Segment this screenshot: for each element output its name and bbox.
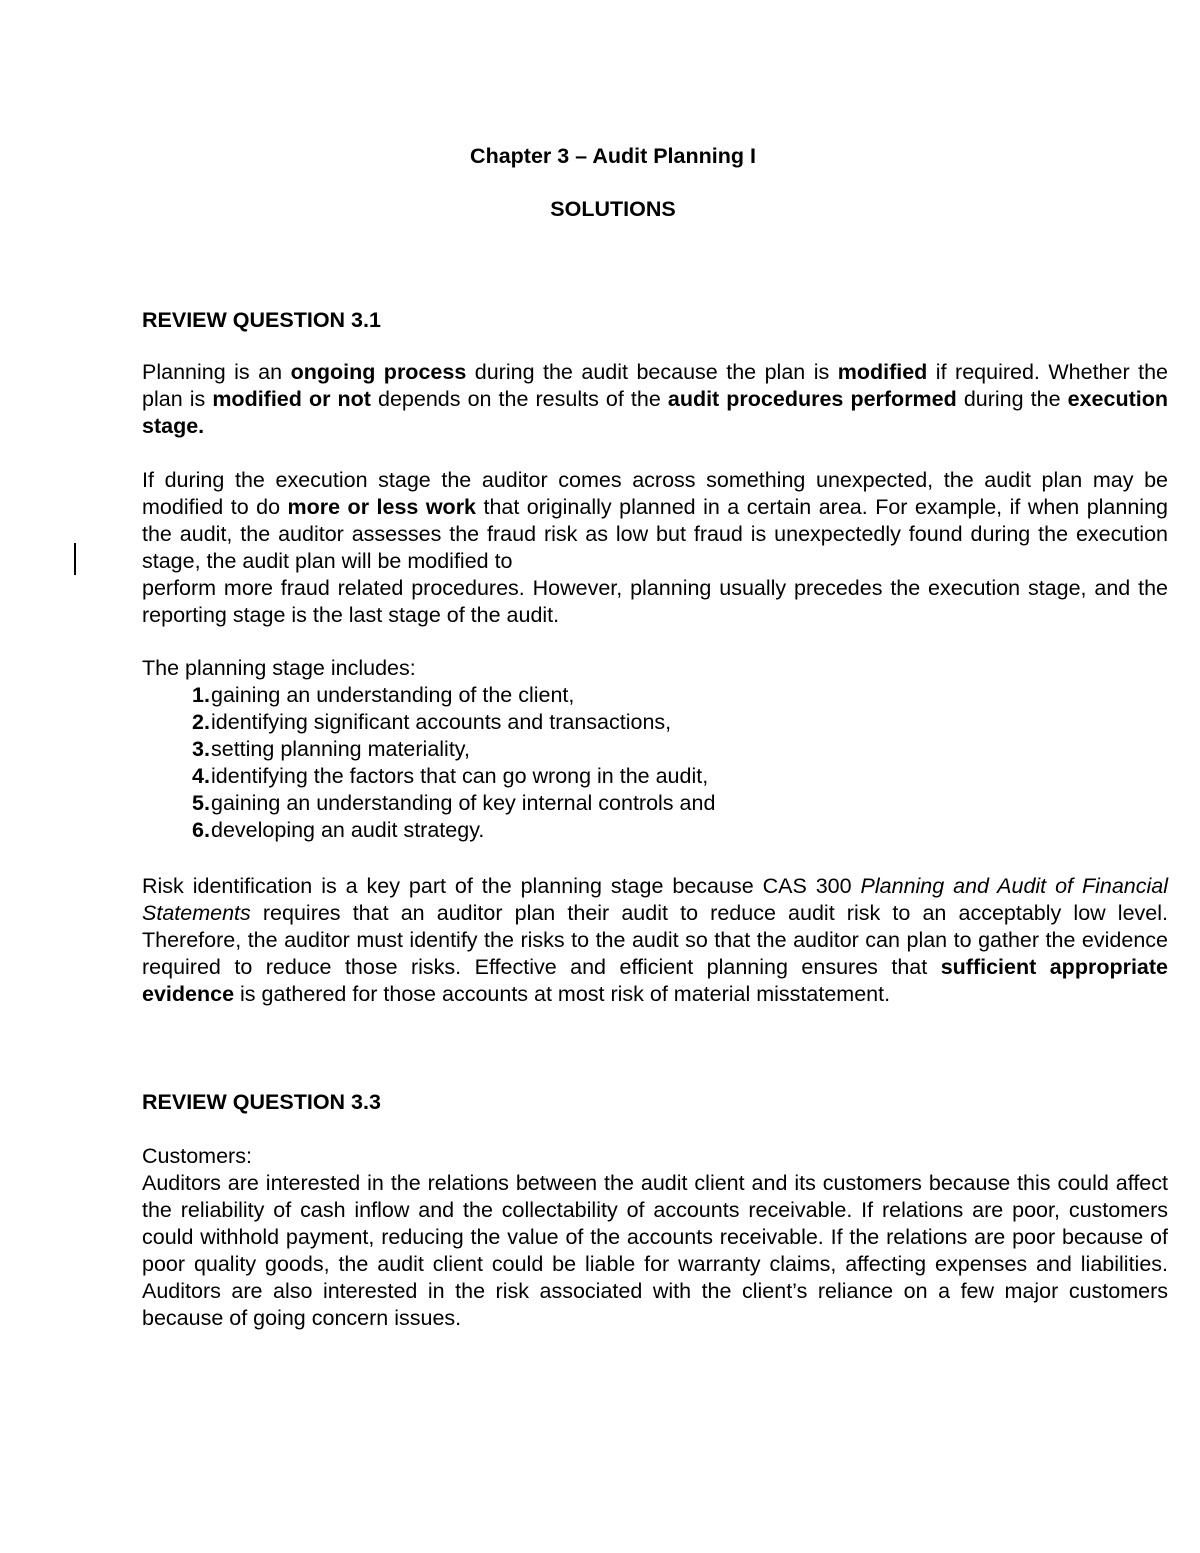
text-run: is gathered for those accounts at most risk of material misstatement. [234, 982, 891, 1006]
list-item-number: 5. [192, 791, 210, 815]
list-item [142, 790, 1168, 817]
q33-body: Auditors are interested in the relations between the audit client and its customers because this could affect the reliability of cash inflow and the collectability of accounts receivable. If relations are poor, customers could withhold payment, reducing the value of the accounts receivable. If the relations are poor because of poor quality goods, the audit client could be liable for warranty claims, affecting expenses and liabilities. Auditors are also interested in the risk associated with the client’s reliance on a few major customers because of going concern issues. [142, 1171, 1168, 1330]
bold-modified: modified [837, 360, 928, 384]
text-run: during the audit because the plan is [466, 360, 838, 384]
text-run: Risk identification is a key part of the planning stage because CAS 300 [142, 874, 861, 898]
list-item-number: 6. [192, 818, 210, 842]
text-run: Planning is an [142, 360, 291, 384]
list-item-number: 1. [192, 683, 210, 707]
chapter-title: Chapter 3 – Audit Planning I [470, 144, 756, 168]
customers-label: Customers: [142, 1144, 252, 1168]
list-item [142, 763, 1168, 790]
bold-audit-procedures-performed: audit procedures performed [667, 387, 957, 411]
review-question-3-3-heading: REVIEW QUESTION 3.3 [142, 1090, 381, 1114]
text-run: during the [956, 387, 1068, 411]
bold-sufficient-appropriate-evidence: sufficient appropriate evidence [142, 955, 1169, 1006]
q31-paragraph-1 [142, 359, 1168, 440]
italic-standard-title: Planning and Audit of Financial Statements [142, 874, 1168, 925]
list-item-text: developing an audit strategy. [211, 818, 485, 842]
bold-more-or-less-work: more or less work [287, 495, 477, 519]
planning-stage-intro: The planning stage includes: [142, 656, 416, 680]
list-item-text: setting planning materiality, [211, 737, 470, 761]
list-item-text: identifying significant accounts and transactions, [211, 710, 672, 734]
text-run: if required. Whether the plan is [142, 360, 1168, 411]
list-item [142, 682, 1168, 709]
text-cursor-mark [74, 543, 76, 575]
text-run: . [198, 414, 205, 438]
list-item-number: 3. [192, 737, 210, 761]
text-run: depends on the results of the [370, 387, 668, 411]
text-run: requires that an auditor plan their audit to reduce audit risk to an acceptably low level. Therefore, the auditor must identify the risks to the audit so that the auditor can plan to gather the evidence required to reduce those risks. Effective and efficient planning ensures that [142, 901, 1168, 979]
planning-stage-list [142, 682, 1168, 844]
review-question-3-1-heading: REVIEW QUESTION 3.1 [142, 308, 381, 332]
list-item-text: gaining an understanding of key internal controls and [211, 791, 716, 815]
text-run: that originally planned in a certain area. For example, if when planning the audit, the auditor assesses the fraud risk as low but fraud is unexpectedly found during the execution stage, the audit plan will be modified to [142, 495, 1168, 573]
q31-paragraph-3 [142, 873, 1168, 1008]
text-run: If during the execution stage the auditor comes across something unexpected, the audit plan may be modified to do [142, 468, 1168, 519]
list-item [142, 709, 1168, 736]
bold-execution-stage: execution stage [142, 387, 1168, 438]
bold-modified-or-not: modified or not [212, 387, 371, 411]
list-item-text: gaining an understanding of the client, [211, 683, 575, 707]
list-item-number: 2. [192, 710, 210, 734]
list-item [142, 817, 1168, 844]
q31-paragraph-2 [142, 467, 1168, 575]
bold-ongoing-process: ongoing process [290, 360, 467, 384]
list-item-text: identifying the factors that can go wrong in the audit, [211, 764, 709, 788]
q31-paragraph-2-continued: perform more fraud related procedures. However, planning usually precedes the execution stage, and the reporting stage is the last stage of the audit. [142, 576, 1168, 627]
list-item [142, 736, 1168, 763]
list-item-number: 4. [192, 764, 210, 788]
solutions-subtitle: SOLUTIONS [550, 197, 676, 221]
